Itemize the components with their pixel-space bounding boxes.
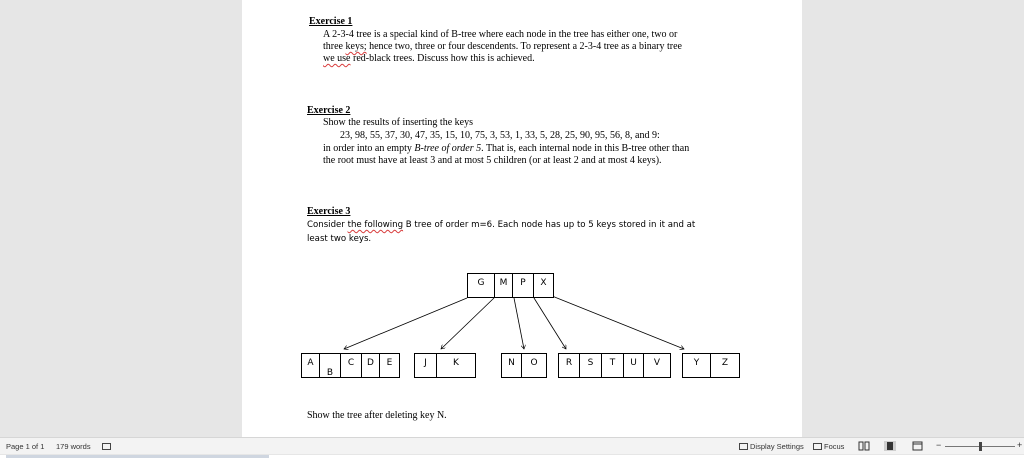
edge-root-leaf5 — [552, 296, 684, 349]
focus-button[interactable]: Focus — [813, 442, 844, 451]
tree-leaf3-node — [501, 353, 547, 378]
leaf-key: V — [653, 358, 661, 368]
leaf-key: S — [580, 354, 602, 377]
focus-icon — [813, 443, 822, 450]
leaf-key: J — [415, 354, 437, 377]
root-key: M — [495, 274, 513, 297]
exercise1-line1: A 2-3-4 tree is a special kind of B-tree where each node in the tree has either one, two or — [323, 29, 678, 40]
tree-leaf5-node — [682, 353, 740, 378]
print-layout-icon[interactable] — [884, 441, 896, 451]
exercise1-line2: three keys; hence two, three or four descendents. To represent a 2-3-4 tree as a binary tree — [323, 41, 682, 52]
document-page[interactable] — [242, 0, 802, 437]
exercise3-line2: least two keys. — [307, 234, 372, 244]
leaf-key: A — [302, 354, 320, 377]
leaf-key-sub: B — [326, 368, 334, 378]
monitor-icon — [739, 443, 748, 450]
tree-leaf2-node — [414, 353, 476, 378]
accessibility-icon[interactable] — [102, 442, 113, 451]
exercise3-title: Exercise 3 — [307, 206, 351, 217]
exercise2-line1: Show the results of inserting the keys — [323, 117, 473, 128]
edge-root-leaf4 — [534, 298, 566, 349]
web-layout-icon[interactable] — [912, 441, 924, 451]
exercise2-keys: 23, 98, 55, 37, 30, 47, 35, 15, 10, 75, 3, 53, 1, 33, 5, 28, 25, 90, 95, 56, 8, and 9: — [340, 130, 660, 141]
display-settings-button[interactable]: Display Settings — [739, 442, 804, 451]
edge-root-leaf3 — [514, 298, 524, 349]
leaf-key: O — [530, 358, 538, 368]
zoom-in-button[interactable]: + — [1017, 440, 1023, 450]
taskbar-strip — [0, 455, 1024, 473]
exercise2-line3: in order into an empty B-tree of order 5. That is, each internal node in this B-tree other than — [323, 143, 690, 154]
leaf-key: Y — [683, 354, 711, 377]
tree-root-node — [467, 273, 554, 298]
leaf-key: N — [502, 354, 522, 377]
leaf-key: R — [559, 354, 580, 377]
word-count[interactable]: 179 words — [56, 442, 91, 451]
root-key: G — [468, 274, 495, 297]
root-key: P — [513, 274, 534, 297]
exercise1-line3: we use red-black trees. Discuss how this is achieved. — [323, 53, 535, 64]
leaf-key: K — [453, 358, 459, 368]
leaf-key: U — [624, 354, 644, 377]
exercise3-line1: Consider the following B tree of order m=6. Each node has up to 5 keys stored in it and at — [307, 220, 696, 230]
exercise2-title: Exercise 2 — [307, 105, 351, 116]
tree-leaf1-node — [301, 353, 400, 378]
leaf-key: D — [362, 354, 380, 377]
exercise3-footer: Show the tree after deleting key N. — [307, 410, 447, 421]
leaf-key: Z — [721, 358, 729, 368]
horizontal-scrollbar[interactable] — [6, 455, 269, 458]
root-key: X — [540, 278, 547, 288]
zoom-slider-thumb[interactable] — [979, 442, 982, 451]
leaf-key: T — [602, 354, 624, 377]
page-count[interactable]: Page 1 of 1 — [6, 442, 45, 451]
exercise1-title: Exercise 1 — [309, 16, 353, 27]
read-mode-icon[interactable] — [858, 441, 870, 451]
leaf-key — [320, 354, 341, 377]
leaf-key: C — [341, 354, 362, 377]
tree-leaf4-node — [558, 353, 671, 378]
exercise2-line4: the root must have at least 3 and at most 5 children (or at least 2 and at most 4 keys). — [323, 155, 662, 166]
status-bar — [0, 437, 1024, 454]
zoom-out-button[interactable]: − — [936, 440, 942, 450]
leaf-key: E — [386, 358, 393, 368]
